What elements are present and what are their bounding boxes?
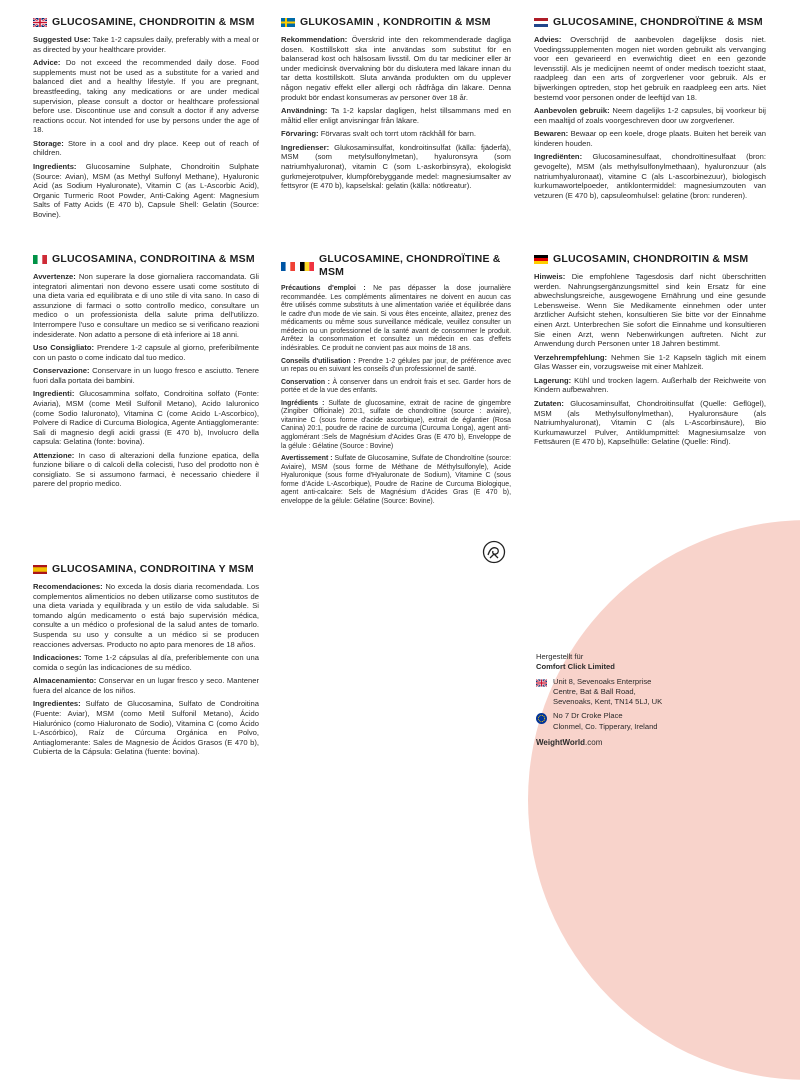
section-title: GLUCOSAMINE, CHONDROÏTINE & MSM (319, 253, 501, 279)
ingredienser-paragraph: Ingredienser: Glukosaminsulfat, kondroitinsulfat (källa: fjäderfä), MSM (som metylsulfonylmetan), hyaluronsyra (som natriumhyaluronat), vitamin C (som L-askorbinsyra), ekologiskt gurkmejerotpulver, klumpförebyggande medel: magnesiumsalter av fettsyror (E 470 b), kapselskal: gelatin (källa: nötkreatur). (281, 142, 511, 191)
suggested-use-paragraph: Suggested Use: Take 1-2 capsules daily, preferably with a meal or as directed by your healthcare provider. (33, 35, 259, 54)
brand-logo-icon (482, 540, 506, 569)
verzehr-paragraph: Verzehrempfehlung: Nehmen Sie 1-2 Kapseln täglich mit einem Glas Wasser ein, vorzugsweise mit einer Mahlzeit. (534, 352, 766, 372)
advies-paragraph: Advies: Overschrijd de aanbevolen dagelijkse dosis niet. Voedingssupplementen mogen niet worden gebruikt als vervanging voor een gevarieerd en evenwichtig dieet en een gezonde levensstijl. Als je medicijnen neemt of onder medisch toezicht staat, raadpleeg dan een arts of zorgverlener voor gebruik. Als er bijwerkingen optreden, stop het gebruik en raadpleeg een arts. Niet bestemd voor personen onder de leeftijd van 18. (534, 35, 766, 102)
almacenamiento-paragraph: Almacenamiento: Conservar en un lugar fresco y seco. Mantener fuera del alcance de los niños. (33, 676, 259, 695)
section-french (281, 253, 511, 511)
conservation-paragraph: Conservation : À conserver dans un endroit frais et sec. Garder hors de portée et de la vue des enfants. (281, 378, 511, 395)
forvaring-paragraph: Förvaring: Förvaras svalt och torrt utom räckhåll för barn. (281, 129, 476, 139)
section-spanish (33, 563, 259, 761)
manufacturer-info (536, 652, 662, 749)
avvertenze-paragraph: Avvertenze: Non superare la dose giornaliera raccomandata. Gli integratori alimentari non devono essere usati come sostituto di una dieta varia ed equilibrata e di uno stile di vita sano. In caso di assunzione di farmaci o sotto controllo medico, consultare un medico o un professionista della salute prima dell'utilizzo. Interrompere l'uso e consultare un medico se si verificano reazioni indesiderate. Non adatto a persone di età inferiore ai 18 anni. (33, 272, 259, 339)
italy-flag-icon (33, 255, 47, 264)
sweden-flag-icon (281, 18, 295, 27)
section-swedish (281, 16, 511, 195)
attenzione-paragraph: Attenzione: In caso di alterazioni della funzione epatica, della funzione biliare o di calcoli della colecisti, l'uso del prodotto non è consigliato. Se si assumono farmaci, è necessario chiedere il parere del proprio medico. (33, 450, 259, 489)
uso-paragraph: Uso Consigliato: Prendere 1-2 capsule al giorno, preferibilmente con un pasto o come indicato dal tuo medico. (33, 343, 259, 362)
section-title: GLUCOSAMINE, CHONDROÏTINE & MSM (553, 16, 763, 28)
storage-paragraph: Storage: Store in a cool and dry place. Keep out of reach of children. (33, 138, 259, 158)
avertissement-paragraph: Avertissement : Sulfate de Glucosamine, Sulfate de Chondroïtine (source: Aviaire), MSM (sous forme de Méthane de Méthylsulfonyle), Acide Hyaluronique (sous forme d'Hyaluronate de Sodium), Vitamine C (sous forme d'Acide L-Ascorbique), Poudre de Racine de Curcuma Biologique, agent anti-calcaire: Sels de Magnésium d'Acides Gras (E 470 b), enveloppe de la gélule: Gélatine (Source: Bovine). (281, 455, 511, 505)
section-german (534, 253, 766, 451)
section-dutch (534, 16, 766, 204)
netherlands-flag-icon (534, 18, 548, 27)
advice-paragraph: Advice: Do not exceed the recommended daily dose. Food supplements must not be used as a substitute for a varied and balanced diet and a healthy lifestyle. If you are pregnant, breastfeeding, taking any medications or are under medical supervision, please consult a doctor or healthcare professional before use. Discontinue use and consult a doctor if any adverse reactions occur. Not intended for use by persons under the age of 18. (33, 58, 259, 135)
brand-website: WeightWorld.com (536, 737, 603, 747)
uk-address: Unit 8, Sevenoaks Enterprise Centre, Bat & Ball Road, Sevenoaks, Kent, TN14 5LJ, UK (553, 676, 663, 706)
section-title: GLUCOSAMINA, CONDROITINA Y MSM (52, 563, 254, 575)
zutaten-paragraph: Zutaten: Glucosaminsulfat, Chondroitinsulfat (Quelle: Geflügel), MSM (als Methylsulfonylmethan), Hyaluronsäure (als Natriumhyaluronat), Vitamin C (als L-Ascorbinsäure), Bio Kurkumawurzel Pulver, Antiklumpmittel: Magnesiumsalze von Fettsäuren (E 470 b), Kapselhülle: Gelatine (Quelle: Rind). (534, 398, 766, 447)
eu-flag-icon (536, 711, 547, 727)
germany-flag-icon (534, 255, 548, 264)
section-title: GLUCOSAMINE, CHONDROITIN & MSM (52, 16, 255, 28)
france-flag-icon (281, 262, 295, 271)
ingredients-paragraph: Ingredients: Glucosamine Sulphate, Chondroitin Sulphate (Source: Avian), MSM (as Methyl Sulfonyl Methane), Hyaluronic Acid (as Sodium Hyaluronate), Vitamin C (as L-Ascorbic Acid), Organic Turmeric Root Powder, Anti-Caking Agent: Magnesium Salts of Fatty Acids (E 470 b), Capsule Shell: Gelatin (Source: Bovine). (33, 161, 259, 219)
spain-flag-icon (33, 565, 47, 574)
hinweis-paragraph: Hinweis: Die empfohlene Tagesdosis darf nicht überschritten werden. Nahrungsergänzungsmittel sind kein Ersatz für eine abwechslungsreiche, ausgewogene Ernährung und eine gesunde Lebensweise. Wenn Sie Medikamente einnehmen oder unter ärztlicher Aufsicht stehen, konsultieren Sie bitte vor der Einnahme einen Arzt. Unterbrechen Sie sofort die Einnahme und konsultieren Sie einen Arzt, wenn Nebenwirkungen auftreten. Nicht zur Anwendung durch Personen unter 18 Jahren bestimmt. (534, 272, 766, 349)
ingredienti-paragraph: Ingredienti: Glucosammina solfato, Condroitina solfato (Fonte: Aviaria), MSM (come Metil Sulfonil Metano), Acido Ialuronico (come Sodio Ialuronato), Vitamina C (come Acido L-Ascorbico), Polvere di Radice di Curcuma Biologica, Agente Antiagglomerante: Sali di magnesio degli acidi grassi (E 470 b), Involucro della capsula: Gelatina (fonte: bovina). (33, 389, 259, 447)
section-english (33, 16, 259, 223)
belgium-flag-icon (300, 262, 314, 271)
section-title: GLUKOSAMIN , KONDROITIN & MSM (300, 16, 491, 28)
section-title: GLUCOSAMIN, CHONDROITIN & MSM (553, 253, 749, 265)
section-italian (33, 253, 259, 493)
conservazione-paragraph: Conservazione: Conservare in un luogo fresco e asciutto. Tenere fuori dalla portata dei bambini. (33, 366, 259, 385)
uk-flag-icon (33, 18, 47, 27)
eu-address: No 7 Dr Croke Place Clonmel, Co. Tipperary, Ireland (553, 711, 658, 731)
company-name: Comfort Click Limited (536, 662, 615, 672)
recomendaciones-paragraph: Recomendaciones: No exceda la dosis diaria recomendada. Los complementos alimenticios no deben utilizarse como sustitutos de una dieta variada y equilibrada y un estilo de vida saludable. Si tomando algún medicamento o está bajo supervisión médica, consulte a un médico o profesional de la salud antes de tomarlo. Suspenda su uso y consulte a un médico si se producen reacciones adversas. Producto no apto para menores de 18 años. (33, 582, 259, 649)
decorative-pink-circle (528, 520, 800, 1080)
ingredientes-paragraph: Ingredientes: Sulfato de Glucosamina, Sulfato de Condroitina (Fuente: Aviar), MSM (como Metil Sulfonil Metano), Ácido Hialurónico (como Hialuronato de Sodio), Vitamina C (como Ácido L-Ascórbico), Raíz de Cúrcuma Orgánica en Polvo, Antiaglomerante: Sales de Magnesio de Ácidos Grasos (E 470 b), Cubierta de la Cápsula: Gelatina (fuente: bovina). (33, 699, 259, 757)
gebruik-paragraph: Aanbevolen gebruik: Neem dagelijks 1-2 capsules, bij voorkeur bij een maaltijd of zoals voorgeschreven door uw zorgverlener. (534, 106, 766, 125)
conseils-paragraph: Conseils d'utilisation : Prendre 1-2 gélules par jour, de préférence avec un repas ou en suivant les conseils d'un professionnel de santé. (281, 357, 512, 374)
precautions-paragraph: Précautions d'emploi : Ne pas dépasser la dose journalière recommandée. Les compléments alimentaires ne doivent en aucun cas être utilisés comme substituts à une alimentation variée et équilibrée dans le cadre d'un mode de vie sain. Si vous êtes enceinte, allaitez, prenez des médicaments ou même sous surveillance médicale, veuillez consulter un médecin ou un professionnel de la santé avant de consommer le produit. Arrêtez la consommation et consultez un médecin en cas d'effets indésirables. Ce produit ne convient pas aux moins de 18 ans. (281, 285, 511, 352)
indicaciones-paragraph: Indicaciones: Tome 1-2 cápsulas al día, preferiblemente con una comida o según las indicaciones de su médico. (33, 653, 259, 672)
rekommendation-paragraph: Rekommendation: Överskrid inte den rekommenderade dagliga dosen. Kosttillskott ska inte användas som substitut för en balanserad kost och hälsosam livsstil. Om du tar mediciner eller är under medicinsk övervakning bör du diskutera med läkare innan du tar detta kosttillskott. Sluta använda produkten om du upplever någon negativ effekt eller allergi och rådfråga din läkare. Denna produkt bör endast konsumeras av personer över 18 år. (281, 35, 511, 102)
ingredienten-paragraph: Ingrediënten: Glucosaminesulfaat, chondroïtinesulfaat (bron: gevogelte), MSM (als methylsulfonylmethaan), hyaluronzuur (als natriumhyaluronaat), vitamine C (als L-ascorbinezuur), biologisch kurkumawortelpoeder, antiklontermiddel: magnesiumzouten van vetzuren (E 470 b), capsuleomhulsel: gelatine (bron: runderen). (534, 152, 766, 200)
section-title: GLUCOSAMINA, CONDROITINA & MSM (52, 253, 255, 265)
bewaren-paragraph: Bewaren: Bewaar op een koele, droge plaats. Buiten het bereik van kinderen houden. (534, 129, 766, 148)
lagerung-paragraph: Lagerung: Kühl und trocken lagern. Außerhalb der Reichweite von Kindern aufbewahren. (534, 375, 766, 395)
ingredients-paragraph: Ingrédients : Sulfate de glucosamine, extrait de racine de gingembre (Zingiber Officinale) 20:1, sulfate de chondroïtine (source : aviaire), vitamine C (sous forme d'acide ascorbique), extrait de églantier (Rosa Canina) 20:1, poudre de racine de curcuma (Curcuma Longa), agent anti-agglomérant :Sels de Magnésium d'Acides Gras (E 470 b), Enveloppe de la gélule : Gélatine (Source : Bovine) (281, 399, 511, 450)
made-for-label: Hergestellt für (536, 652, 584, 661)
anvandning-paragraph: Användning: Ta 1-2 kapslar dagligen, helst tillsammans med en måltid eller enligt anvisningar från läkare. (281, 106, 511, 125)
uk-flag-icon (536, 677, 547, 690)
